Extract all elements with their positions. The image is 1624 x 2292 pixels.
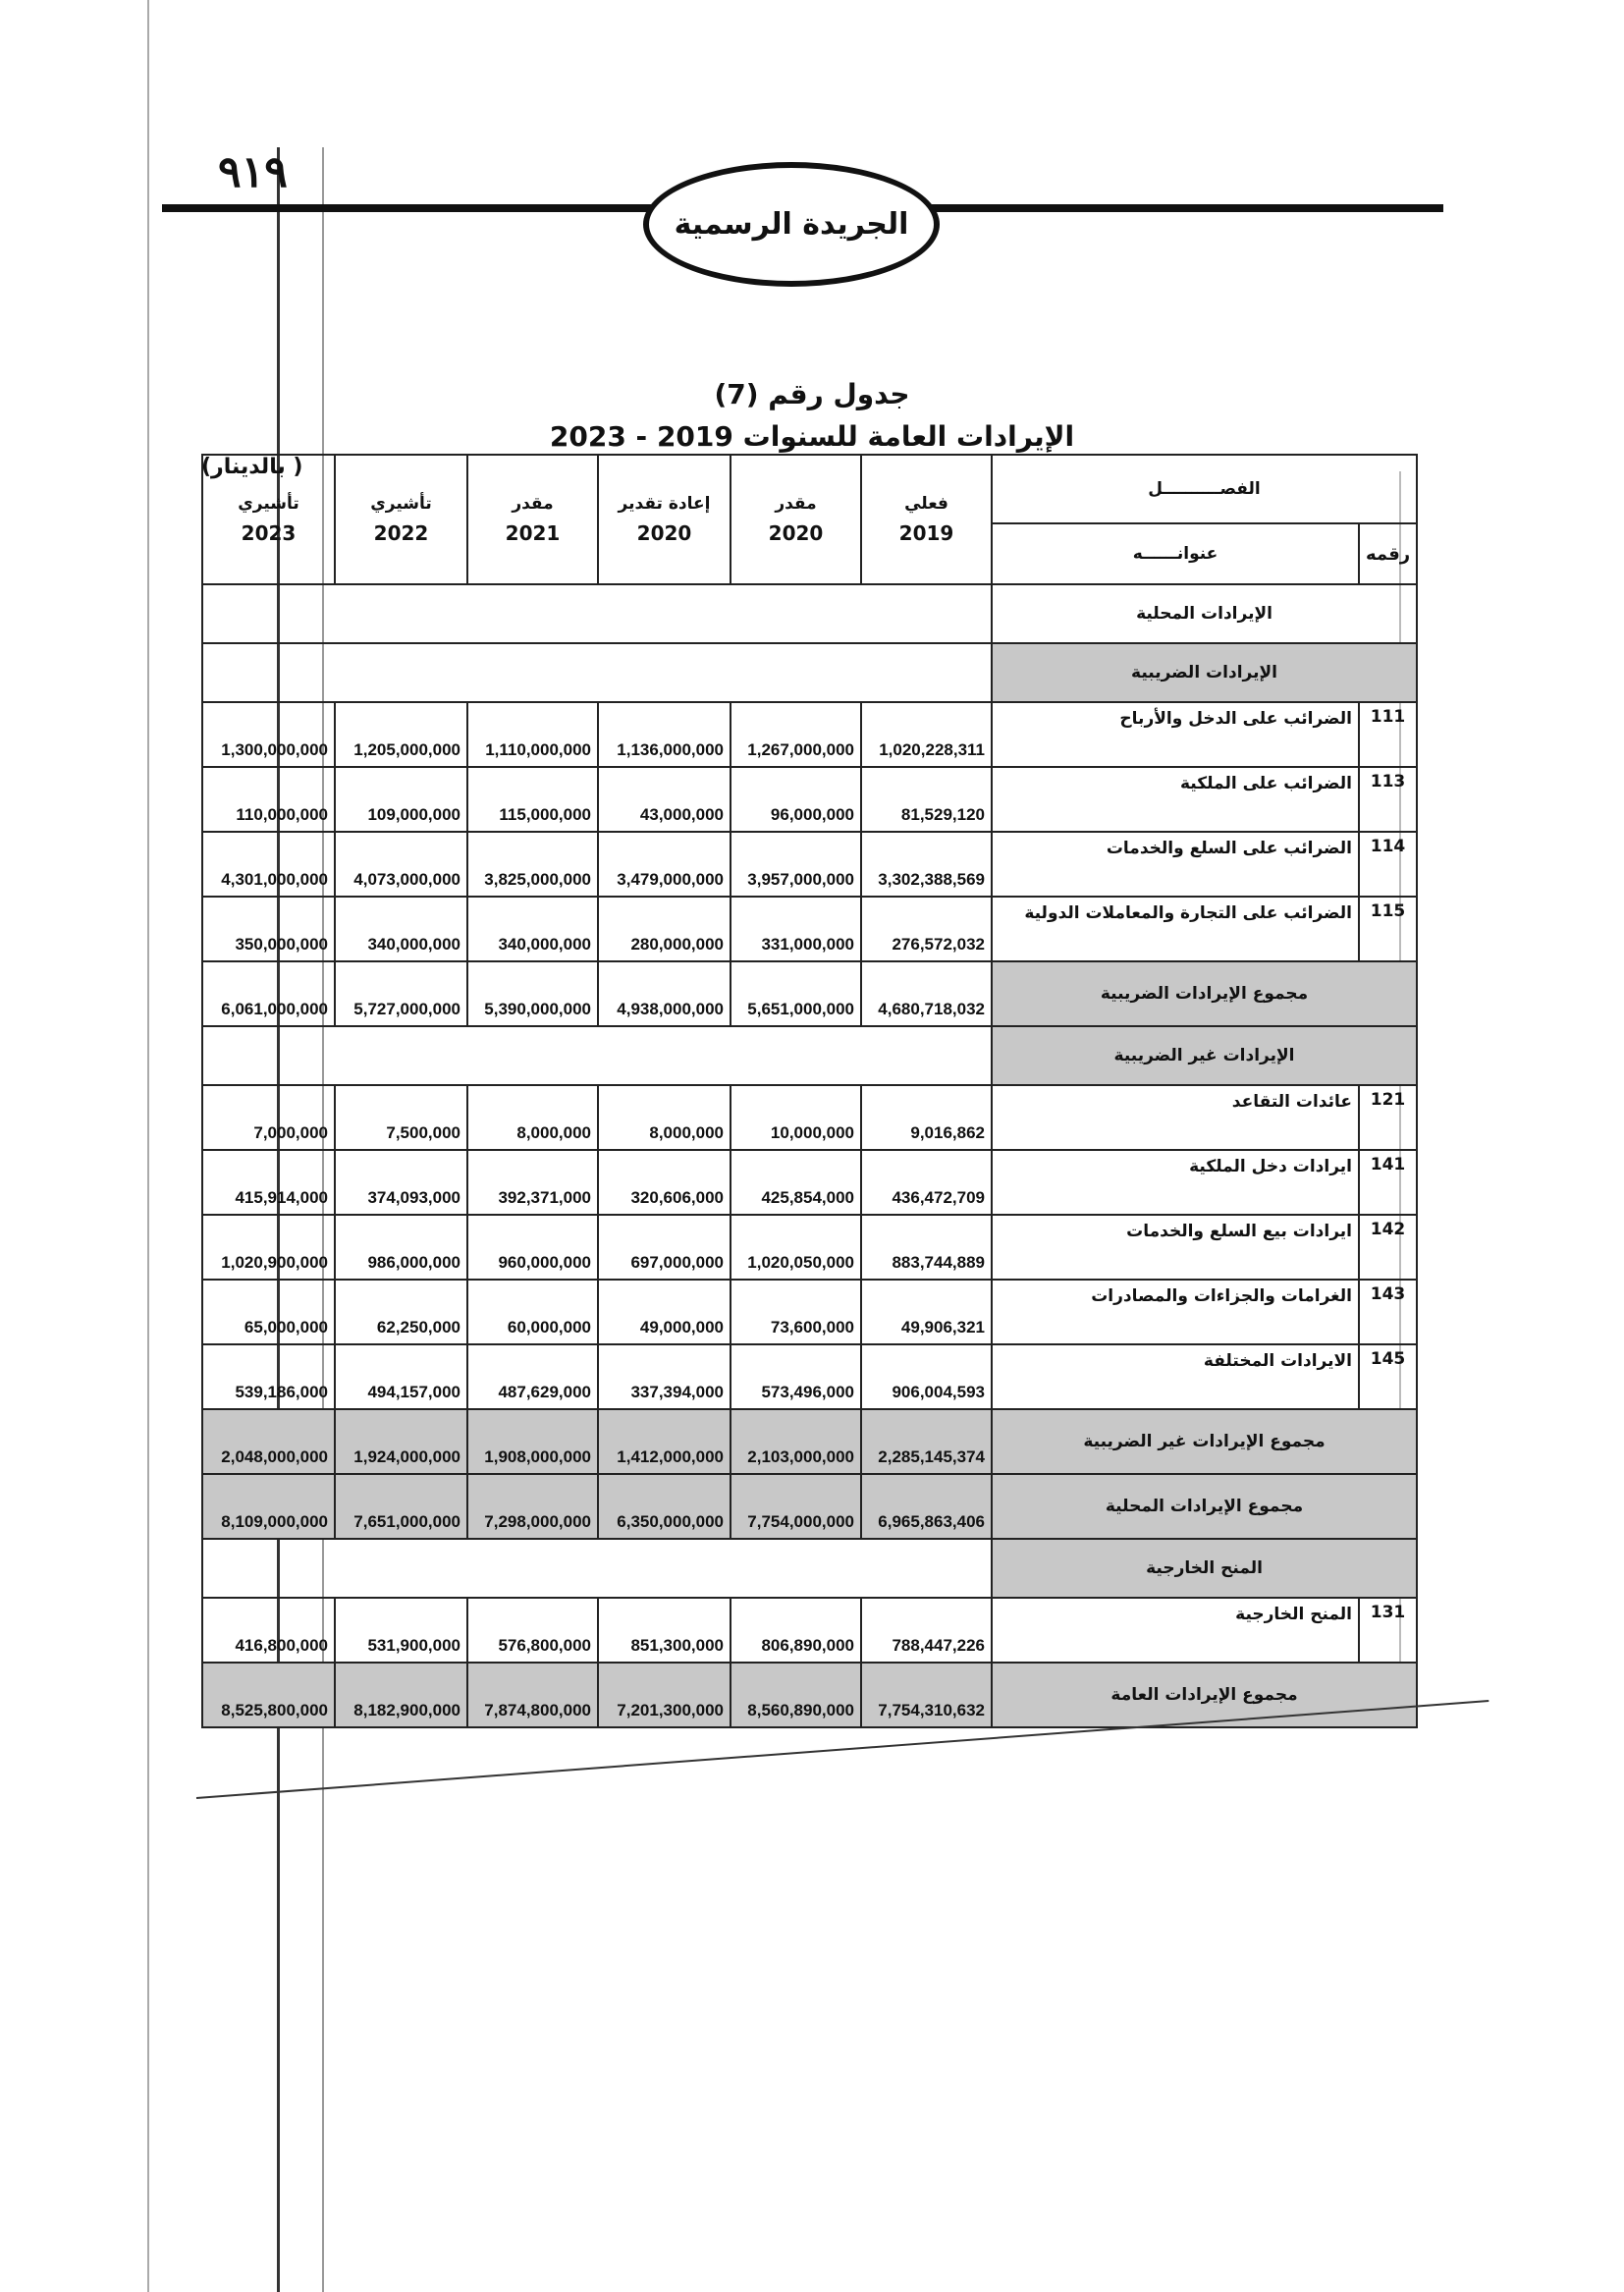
value-cell: 494,157,000 (335, 1344, 467, 1409)
table-row (202, 767, 1417, 832)
scan-line (147, 0, 149, 2292)
item-label: المنح الخارجية (992, 1598, 1359, 1663)
chapter-header: الفصــــــــــل (992, 455, 1417, 523)
tax-total-row (202, 961, 1417, 1026)
total-value-cell: 4,680,718,032 (861, 961, 992, 1026)
item-code: 141 (1359, 1150, 1417, 1215)
total-value-cell: 4,938,000,000 (598, 961, 731, 1026)
blank-cell (202, 643, 992, 702)
total-value-cell: 7,754,000,000 (731, 1474, 861, 1539)
value-cell: 337,394,000 (598, 1344, 731, 1409)
local-revenue-row (202, 584, 1417, 643)
col-header-2021: مقدر 2021 (467, 455, 598, 584)
value-cell: 7,500,000 (335, 1085, 467, 1150)
value-cell: 110,000,000 (202, 767, 335, 832)
value-cell: 7,000,000 (202, 1085, 335, 1150)
value-cell: 1,020,900,000 (202, 1215, 335, 1280)
value-cell: 374,093,000 (335, 1150, 467, 1215)
value-cell: 3,825,000,000 (467, 832, 598, 897)
total-value-cell: 1,412,000,000 (598, 1409, 731, 1474)
table-body (202, 455, 1417, 1727)
value-cell: 340,000,000 (335, 897, 467, 961)
value-cell: 3,479,000,000 (598, 832, 731, 897)
header-row (202, 455, 1417, 523)
tax-revenue-row (202, 643, 1417, 702)
grand-total-row (202, 1663, 1417, 1727)
value-cell: 1,020,228,311 (861, 702, 992, 767)
gazette-title: الجريدة الرسمية (674, 207, 909, 242)
col-header-2019: فعلي 2019 (861, 455, 992, 584)
total-value-cell: 7,754,310,632 (861, 1663, 992, 1727)
table-row (202, 1598, 1417, 1663)
value-cell: 276,572,032 (861, 897, 992, 961)
value-cell: 1,110,000,000 (467, 702, 598, 767)
value-cell: 65,000,000 (202, 1280, 335, 1344)
value-cell: 49,906,321 (861, 1280, 992, 1344)
table-row (202, 832, 1417, 897)
non-tax-revenue-heading: الإيرادات غير الضريبية (992, 1026, 1417, 1085)
table-row (202, 1085, 1417, 1150)
total-value-cell: 5,727,000,000 (335, 961, 467, 1026)
value-cell: 62,250,000 (335, 1280, 467, 1344)
total-value-cell: 2,285,145,374 (861, 1409, 992, 1474)
item-code: 142 (1359, 1215, 1417, 1280)
total-value-cell: 6,350,000,000 (598, 1474, 731, 1539)
item-code: 121 (1359, 1085, 1417, 1150)
item-label: الغرامات والجزاءات والمصادرات (992, 1280, 1359, 1344)
value-cell: 340,000,000 (467, 897, 598, 961)
value-cell: 109,000,000 (335, 767, 467, 832)
value-cell: 392,371,000 (467, 1150, 598, 1215)
title-header: عنوانــــــه (992, 523, 1359, 584)
table-row (202, 1280, 1417, 1344)
local-revenue-heading: الإيرادات المحلية (992, 584, 1417, 643)
table-row (202, 1150, 1417, 1215)
value-cell: 425,854,000 (731, 1150, 861, 1215)
col-header-2020-reestimate: إعادة تقدير 2020 (598, 455, 731, 584)
non-tax-total-row (202, 1409, 1417, 1474)
blank-cell (202, 1539, 992, 1598)
item-label: الضرائب على الدخل والأرباح (992, 702, 1359, 767)
total-value-cell: 2,103,000,000 (731, 1409, 861, 1474)
total-value-cell: 8,560,890,000 (731, 1663, 861, 1727)
gazette-title-oval (643, 162, 940, 287)
item-code: 114 (1359, 832, 1417, 897)
value-cell: 43,000,000 (598, 767, 731, 832)
value-cell: 573,496,000 (731, 1344, 861, 1409)
value-cell: 8,000,000 (467, 1085, 598, 1150)
value-cell: 906,004,593 (861, 1344, 992, 1409)
revenue-table (201, 454, 1418, 1728)
item-code: 145 (1359, 1344, 1417, 1409)
value-cell: 1,267,000,000 (731, 702, 861, 767)
value-cell: 576,800,000 (467, 1598, 598, 1663)
table-row (202, 702, 1417, 767)
col-header-2022: تأشيري 2022 (335, 455, 467, 584)
item-code: 131 (1359, 1598, 1417, 1663)
tax-revenue-heading: الإيرادات الضريبية (992, 643, 1417, 702)
table-row (202, 1344, 1417, 1409)
item-label: الضرائب على التجارة والمعاملات الدولية (992, 897, 1359, 961)
total-value-cell: 1,924,000,000 (335, 1409, 467, 1474)
item-label: الضرائب على السلع والخدمات (992, 832, 1359, 897)
total-value-cell: 8,182,900,000 (335, 1663, 467, 1727)
blank-cell (202, 584, 992, 643)
blank-cell (202, 1026, 992, 1085)
value-cell: 3,302,388,569 (861, 832, 992, 897)
value-cell: 986,000,000 (335, 1215, 467, 1280)
total-value-cell: 6,061,000,000 (202, 961, 335, 1026)
value-cell: 9,016,862 (861, 1085, 992, 1150)
value-cell: 1,205,000,000 (335, 702, 467, 767)
value-cell: 49,000,000 (598, 1280, 731, 1344)
col-header-2020: مقدر 2020 (731, 455, 861, 584)
value-cell: 4,073,000,000 (335, 832, 467, 897)
value-cell: 331,000,000 (731, 897, 861, 961)
value-cell: 788,447,226 (861, 1598, 992, 1663)
value-cell: 115,000,000 (467, 767, 598, 832)
item-code: 111 (1359, 702, 1417, 767)
total-value-cell: 8,525,800,000 (202, 1663, 335, 1727)
local-total-label: مجموع الإيرادات المحلية (992, 1474, 1417, 1539)
value-cell: 1,020,050,000 (731, 1215, 861, 1280)
value-cell: 487,629,000 (467, 1344, 598, 1409)
total-value-cell: 7,651,000,000 (335, 1474, 467, 1539)
value-cell: 539,186,000 (202, 1344, 335, 1409)
table-title: جدول رقم (7) (714, 378, 910, 410)
value-cell: 4,301,000,000 (202, 832, 335, 897)
local-total-row (202, 1474, 1417, 1539)
page-number: ٩١٩ (218, 147, 288, 197)
item-code: 143 (1359, 1280, 1417, 1344)
value-cell: 3,957,000,000 (731, 832, 861, 897)
value-cell: 960,000,000 (467, 1215, 598, 1280)
number-header: رقمه (1359, 523, 1417, 584)
value-cell: 697,000,000 (598, 1215, 731, 1280)
value-cell: 1,300,000,000 (202, 702, 335, 767)
value-cell: 436,472,709 (861, 1150, 992, 1215)
value-cell: 320,606,000 (598, 1150, 731, 1215)
value-cell: 81,529,120 (861, 767, 992, 832)
value-cell: 96,000,000 (731, 767, 861, 832)
item-code: 115 (1359, 897, 1417, 961)
value-cell: 883,744,889 (861, 1215, 992, 1280)
item-label: ايرادات دخل الملكية (992, 1150, 1359, 1215)
value-cell: 73,600,000 (731, 1280, 861, 1344)
total-value-cell: 1,908,000,000 (467, 1409, 598, 1474)
value-cell: 8,000,000 (598, 1085, 731, 1150)
grants-heading: المنح الخارجية (992, 1539, 1417, 1598)
tax-total-label: مجموع الإيرادات الضريبية (992, 961, 1417, 1026)
item-label: عائدات التقاعد (992, 1085, 1359, 1150)
table-row (202, 1215, 1417, 1280)
value-cell: 280,000,000 (598, 897, 731, 961)
value-cell: 531,900,000 (335, 1598, 467, 1663)
total-value-cell: 7,298,000,000 (467, 1474, 598, 1539)
total-value-cell: 7,201,300,000 (598, 1663, 731, 1727)
non-tax-revenue-row (202, 1026, 1417, 1085)
value-cell: 60,000,000 (467, 1280, 598, 1344)
item-label: الضرائب على الملكية (992, 767, 1359, 832)
grand-total-label: مجموع الإيرادات العامة (992, 1663, 1417, 1727)
item-label: ايرادات بيع السلع والخدمات (992, 1215, 1359, 1280)
total-value-cell: 7,874,800,000 (467, 1663, 598, 1727)
value-cell: 10,000,000 (731, 1085, 861, 1150)
total-value-cell: 2,048,000,000 (202, 1409, 335, 1474)
total-value-cell: 5,651,000,000 (731, 961, 861, 1026)
item-label: الايرادات المختلفة (992, 1344, 1359, 1409)
total-value-cell: 6,965,863,406 (861, 1474, 992, 1539)
col-header-2023: تأشيري 2023 (202, 455, 335, 584)
value-cell: 806,890,000 (731, 1598, 861, 1663)
total-value-cell: 8,109,000,000 (202, 1474, 335, 1539)
value-cell: 415,914,000 (202, 1150, 335, 1215)
unit-label: ( بالدينار) (201, 455, 303, 479)
item-code: 113 (1359, 767, 1417, 832)
non-tax-total-label: مجموع الإيرادات غير الضريبية (992, 1409, 1417, 1474)
value-cell: 416,800,000 (202, 1598, 335, 1663)
value-cell: 1,136,000,000 (598, 702, 731, 767)
grants-row (202, 1539, 1417, 1598)
value-cell: 350,000,000 (202, 897, 335, 961)
table-subtitle: الإيرادات العامة للسنوات 2019 - 2023 (549, 420, 1075, 453)
total-value-cell: 5,390,000,000 (467, 961, 598, 1026)
value-cell: 851,300,000 (598, 1598, 731, 1663)
table-row (202, 897, 1417, 961)
